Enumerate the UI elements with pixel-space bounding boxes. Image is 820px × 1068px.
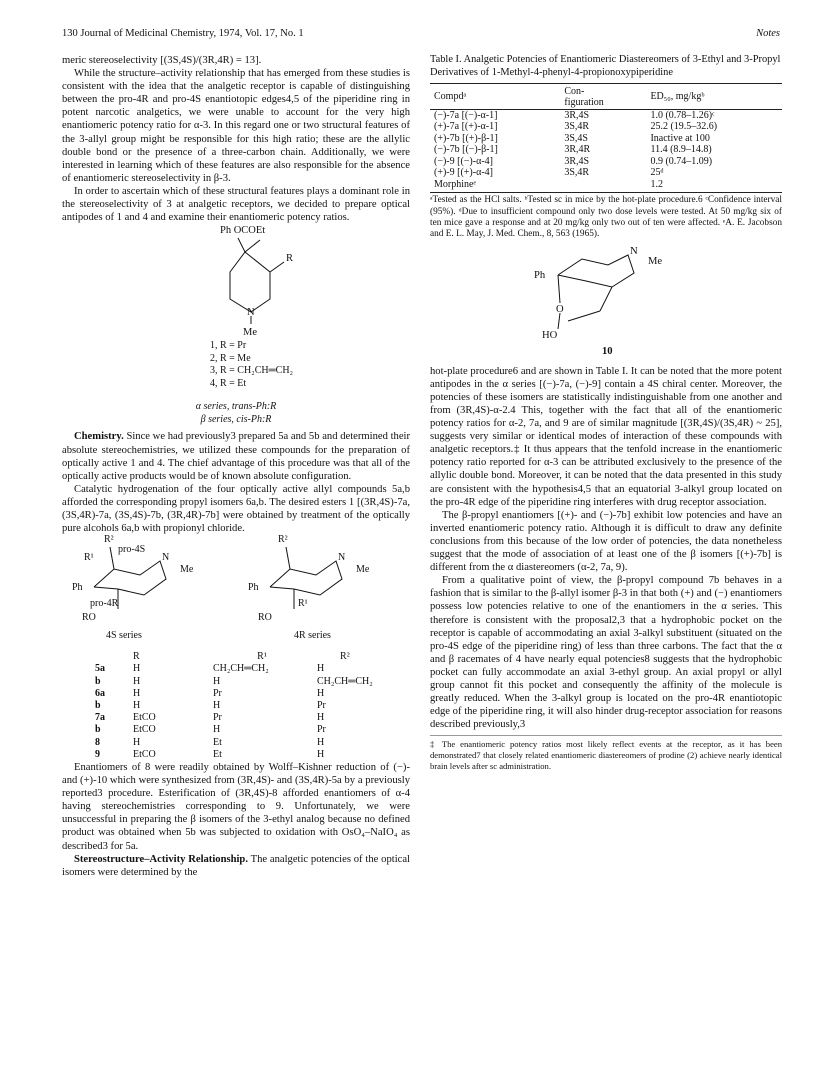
chemistry-heading: Chemistry.	[74, 431, 124, 443]
struct-top-label: Ph OCOEt	[220, 225, 266, 237]
pro4s-label: pro-4S	[118, 544, 146, 556]
series-beta: β series, cis-Ph:R	[200, 414, 272, 426]
ro-label: RO	[82, 612, 96, 624]
legend-entry: 4, R = Et	[210, 377, 247, 389]
compound-row: 8 H Et H	[95, 736, 325, 748]
paragraph: hot-plate procedure6 and are shown in Table I. It can be noted that the more potent antipodes in the α series [(−)-7a, (−)-9] contain a 4S chiral center. Moreover, the potencies of these isomers are statistically indistinguishable from one another and from (3R,4S)-α-2.4 This, together with the fact that all of the enantiomeric potency ratios for α-2, 7a, and 9 are of similar magnitude [(3R,4S)/(3S,4R) ~ 25], suggests very similar or identical modes of interaction of these compounds with analgetic receptors.‡ It thus appears that the tenfold increase in the enantiomeric potency ratio reported for α-3 can be attributed exclusively to the presence of the allylic double bond. Moreover, it can be noted that the data presented in this study are consistent with the hypothesis4,5 that an equatorial 3-alkyl group located on the pro-4R edge of the piperidine ring interferes with drug receptor association.	[430, 365, 782, 508]
n-label: N	[338, 552, 346, 564]
table-row: (−)-7b [(−)-β-1] 3R,4R 11.4 (8.9–14.8)	[434, 144, 712, 156]
table-header: Con- figuration	[564, 85, 604, 109]
struct-r-label: R	[286, 253, 294, 265]
structure-10	[430, 241, 782, 365]
sar-text: The analgetic potencies of the optical isomers were determined by the	[62, 853, 410, 878]
compound-header	[92, 651, 130, 663]
o-label: O	[556, 303, 564, 315]
table-footnote: ᵃTested as the HCl salts. ᵇTested sc in mice by the hot-plate procedure.6 ᶜConfidence interval (95%). ᵈDue to insufficient compound only two dose levels were tested. At 50 mg/kg six of ten mice gave a response and at 20 mg/kg only two out of ten were affected. ᵉA. E. Jacobson and E. L. May, J. Med. Chem., 8, 563 (1965).	[430, 192, 782, 241]
page-header	[62, 28, 780, 44]
legend-entry: 2, R = Me	[210, 352, 251, 364]
ph-label: Ph	[534, 269, 546, 281]
compound-row: b EtCO H Pr	[95, 724, 326, 736]
table-row: (+)-7b [(+)-β-1] 3S,4S Inactive at 100	[434, 132, 710, 144]
compound-row: 7a EtCO Pr H	[95, 712, 325, 724]
paragraph: meric stereoselectivity [(3S,4S)/(3R,4R) = 13].	[62, 55, 262, 66]
pro4r-label: pro-4R	[90, 598, 119, 610]
paragraph: In order to ascertain which of these structural features plays a dominant role in the stereoselectivity of 3 at analgetic receptors, we decided to prepare optical antipodes of 1 and 4 and examine their enantiomeric potency ratios.	[62, 185, 410, 224]
r1-label: R¹	[84, 552, 94, 564]
series-4s-label: 4S series	[106, 630, 142, 642]
page-number-journal: 130 Journal of Medicinal Chemistry, 1974, Vol. 17, No. 1	[62, 28, 304, 39]
me-label: Me	[180, 564, 194, 576]
paragraph: Enantiomers of 8 were readily obtained by Wolff–Kishner reduction of (−)- and (+)-10 which were synthesized from (3R,4S)- and (3S,4R)-5a by a previously reported3 procedure. Esterification of (3R,4S)-8 afforded enantiomers of α-4 having stereochemistries corresponding to 9. Unfortunately, we were unsuccessful in preparing the β isomers of the 3-ethyl analog because no defined product was obtained when 5b was subjected to oxidation with OsO₄–NaIO₄ as described3 for 5a.	[62, 761, 410, 852]
paragraph: While the structure–activity relationship that has emerged from these studies is consistent with the idea that the analgetic receptor is capable of distinguishing between the pro-4R and pro-4S enantiotopic edges4,5 of the piperidine ring in potent narcotic analgetics, we were unable to account for the very high enantiomeric potency ratio for α-3. In this regard one or two structural features of the 3-allyl group might be responsible for this high ratio; these are the allylic double bond or the presence of a three-carbon chain. Additionally, we were interested in learning which of these features are also responsible for the absence of enantiomeric stereoselectivity in β-3.	[62, 68, 410, 184]
potency-table	[430, 83, 782, 191]
series-4r-label: 4R series	[294, 630, 331, 642]
compound-row: b H H CH₂CH═CH₂	[95, 675, 373, 687]
me-label: Me	[356, 564, 370, 576]
compound-header: R²	[340, 651, 350, 663]
r2-label: R²	[278, 534, 288, 546]
legend-entry: 1, R = Pr	[210, 340, 247, 352]
ro-label: RO	[258, 612, 272, 624]
paragraph: The β-propyl enantiomers [(+)- and (−)-7b] exhibit low potencies and have an inverted enantiomeric potency ratio. Although it is difficult to draw any definite conclusions from this because of the low order of potencies, the data nonetheless suggest that the mode of association of at least one of the β isomers [(+)-7b] is different from the α diastereomers (α-2, 7a, 9).	[430, 509, 782, 574]
ho-label: HO	[542, 329, 558, 341]
n-label: N	[162, 552, 170, 564]
compound-table	[92, 651, 376, 761]
table-row: (−)-9 [(−)-α-4] 3R,4S 0.9 (0.74–1.09)	[434, 155, 713, 167]
table-title: Table I. Analgetic Potencies of Enantiomeric Diastereomers of 3-Ethyl and 3-Propyl Derivatives of 1-Methyl-4-phenyl-4-propionoxypiperidine	[430, 54, 781, 78]
struct-me-label: Me	[243, 327, 257, 339]
paragraph: From a qualitative point of view, the β-propyl compound 7b behaves in a fashion that is similar to the β-allyl isomer β-3 in that both (+) and (−) enantiomers possess low potencies relative to one of the enantiomers in the α series. This therefore is consistent with the proposal2,3 that a hydrophobic pocket on the receptor is capable of accommodating an axial 3-alkyl substituent (situated on the pro-4S edge of the piperidine ring) of less than three carbons. The fact that the α and β racemates of 4 have nearly equal potencies8 suggests that the hydrophobic pocket can fully accommodate an axial 3-ethyl group. An axial propyl or allyl group cannot fit this pocket and consequently the affinity of the molecule is greatly reduced. When the 3-alkyl group is located on the pro-4R enantiotopic edge of the piperidine ring, it will also hinder drug-receptor association for reasons described previously,3	[430, 575, 782, 731]
r2-label: R²	[104, 534, 114, 546]
table-row: (−)-7a [(−)-α-1] 3R,4S 1.0 (0.78–1.26)ᶜ	[430, 109, 782, 121]
compound-header: R	[133, 651, 140, 663]
structure-legend	[210, 340, 293, 390]
legend-entry: 3, R = CH₂CH═CH₂	[210, 365, 294, 377]
struct-n-label: N	[247, 307, 255, 319]
table-header: ED₅₀, mg/kgᵇ	[650, 91, 705, 103]
me-label: Me	[648, 255, 663, 267]
compound-row: b H H Pr	[95, 699, 326, 711]
series-drawing	[62, 539, 410, 639]
compound-row: 6a H Pr H	[95, 687, 325, 699]
table-row: (+)-7a [(+)-α-1] 3S,4R 25.2 (19.5–32.6)	[434, 121, 718, 133]
sar-heading: Stereostructure–Activity Relationship.	[74, 853, 248, 865]
paragraph: Catalytic hydrogenation of the four optically active allyl compounds 5a,b afforded the corresponding propyl isomers 6a,b. The desired esters 1 [(3R,4S)-7a, (3S,4R)-7a, (3S,4S)-7b, (3R,4R)-7b] were obtained by treatment of the optically pure alcohols 6a,b with propionyl chloride.	[62, 483, 410, 535]
ph-label: Ph	[248, 582, 259, 594]
left-column	[62, 54, 410, 879]
compound-number: 10	[602, 345, 613, 357]
compound-header: R¹	[257, 651, 267, 663]
table-header: Compdᵃ	[434, 91, 467, 103]
ph-label: Ph	[72, 582, 83, 594]
piperidine-drawing	[62, 224, 410, 324]
series-structures	[62, 534, 410, 651]
structure-1-4	[62, 224, 410, 400]
series-alpha: α series, trans-Ph:R	[195, 401, 277, 413]
right-column	[430, 54, 782, 771]
footnote: ‡ The enantiomeric potency ratios most likely reflect events at the receptor, as it has been demonstrated7 that closely related enantiomeric diastereomers of prodine (2) achieve nearly identical brain levels after sc administration.	[430, 735, 782, 771]
compound-row: 9 EtCO Et H	[95, 748, 325, 760]
section-label: Notes	[756, 28, 780, 39]
table-row: (+)-9 [(+)-α-4] 3S,4R 25ᵈ	[434, 167, 664, 179]
compound-row: 5a H CH₂CH═CH₂ H	[95, 663, 325, 675]
bicyclic-drawing	[430, 241, 782, 351]
r1-label: R¹	[298, 598, 308, 610]
chemistry-text: Since we had previously3 prepared 5a and 5b and determined their absolute stereochemistries, we utilized these compounds for the preparation of optically active 1 and 4. The chief advantage of this procedure was that all of the optically active products would be of known absolute configuration.	[62, 431, 410, 482]
n-label: N	[630, 245, 638, 257]
table-row: Morphineᵉ 1.2	[434, 178, 663, 190]
